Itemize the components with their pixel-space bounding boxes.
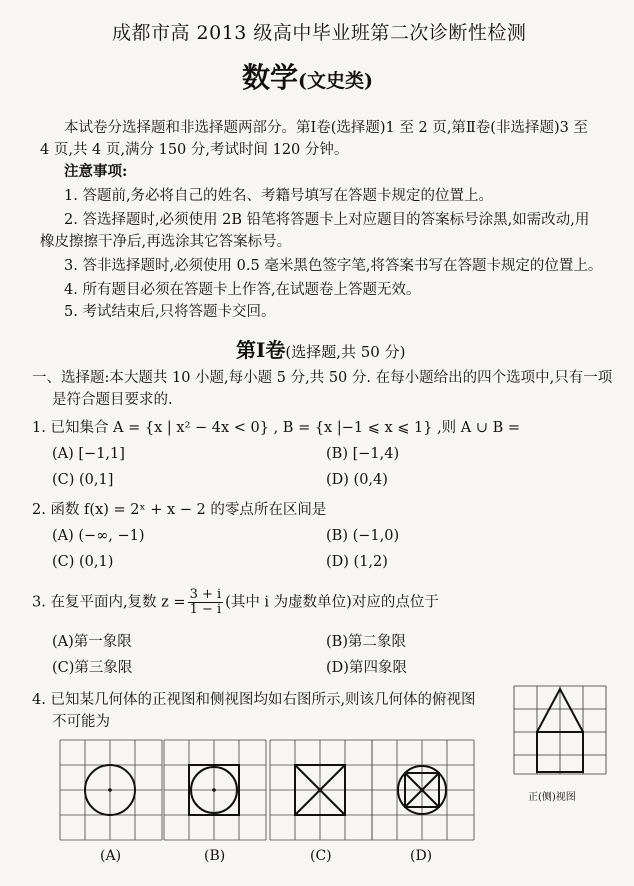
option-a-label: (A) — [100, 848, 122, 864]
q2-stem: 2. 函数 f(x) = 2ˣ + x − 2 的零点所在区间是 — [32, 502, 327, 518]
subject-note: (文史类) — [298, 70, 373, 92]
front-side-view-figure — [512, 684, 608, 776]
subject-name: 数学 — [242, 61, 299, 94]
section-name: 第Ⅰ卷 — [236, 338, 286, 362]
section-note: (选择题,共 50 分) — [285, 343, 406, 361]
note-item-2a: 2. 答选择题时,必须使用 2B 铅笔将答题卡上对应题目的答案标号涂黑,如需改动,用 — [64, 212, 590, 228]
exam-title: 成都市高 2013 级高中毕业班第二次诊断性检测 — [112, 22, 527, 44]
q4-stem-1: 4. 已知某几何体的正视图和侧视图均如右图所示,则该几何体的俯视图 — [32, 692, 476, 708]
q3-stem-pre: 3. 在复平面内,复数 z = — [32, 594, 186, 611]
q3-fraction-numerator: 3 + i — [189, 587, 222, 602]
note-item-3: 3. 答非选择题时,必须使用 0.5 毫米黑色签字笔,将答案书写在答题卡规定的位置上。 — [64, 258, 603, 274]
q1-option-b: (B) [−1,4) — [326, 446, 400, 462]
option-b-label: (B) — [204, 848, 226, 864]
q1-option-a: (A) [−1,1] — [52, 446, 125, 462]
q3-fraction-denominator: 1 − i — [189, 602, 222, 617]
option-d-figure — [370, 738, 476, 842]
note-item-5: 5. 考试结束后,只将答题卡交回。 — [64, 304, 276, 320]
q3-fraction — [188, 588, 224, 617]
intro-line-2: 4 页,共 4 页,满分 150 分,考试时间 120 分钟。 — [40, 142, 349, 158]
q3-stem-post: (其中 i 为虚数单位)对应的点位于 — [225, 594, 439, 611]
q1-stem: 1. 已知集合 A = {x | x² − 4x < 0} , B = {x |−1 ⩽ x ⩽ 1} ,则 A ∪ B = — [32, 420, 521, 436]
q3-option-d: (D)第四象限 — [326, 660, 407, 676]
option-d-label: (D) — [410, 848, 433, 864]
option-a-figure — [58, 738, 164, 842]
q2-option-c: (C) (0,1) — [52, 554, 114, 570]
q2-option-b: (B) (−1,0) — [326, 528, 400, 544]
q2-option-d: (D) (1,2) — [326, 554, 388, 570]
note-item-4: 4. 所有题目必须在答题卡上作答,在试题卷上答题无效。 — [64, 282, 421, 298]
q4-stem-2: 不可能为 — [52, 714, 110, 730]
q2-option-a: (A) (−∞, −1) — [52, 528, 145, 544]
intro-line-1: 本试卷分选择题和非选择题两部分。第Ⅰ卷(选择题)1 至 2 页,第Ⅱ卷(非选择题)3 至 — [64, 120, 588, 136]
option-c-label: (C) — [310, 848, 332, 864]
q3-option-c: (C)第三象限 — [52, 660, 133, 676]
option-c-figure — [268, 738, 374, 842]
section-title — [236, 334, 405, 363]
notes-heading: 注意事项: — [64, 163, 128, 180]
section-instruction-2: 是符合题目要求的. — [52, 392, 173, 408]
side-view-caption: 正(侧)视图 — [528, 792, 576, 803]
q3-option-a: (A)第一象限 — [52, 634, 132, 650]
subject-title — [242, 56, 373, 96]
option-b-figure — [162, 738, 268, 842]
note-item-1: 1. 答题前,务必将自己的姓名、考籍号填写在答题卡规定的位置上。 — [64, 188, 494, 204]
note-item-2b: 橡皮擦擦干净后,再选涂其它答案标号。 — [40, 234, 292, 250]
q3-option-b: (B)第二象限 — [326, 634, 406, 650]
section-instruction-1: 一、选择题:本大题共 10 小题,每小题 5 分,共 50 分. 在每小题给出的四个选项中,只有一项 — [32, 370, 613, 386]
q1-option-d: (D) (0,4) — [326, 472, 388, 488]
q3-stem — [32, 588, 439, 617]
q1-option-c: (C) (0,1] — [52, 472, 114, 488]
